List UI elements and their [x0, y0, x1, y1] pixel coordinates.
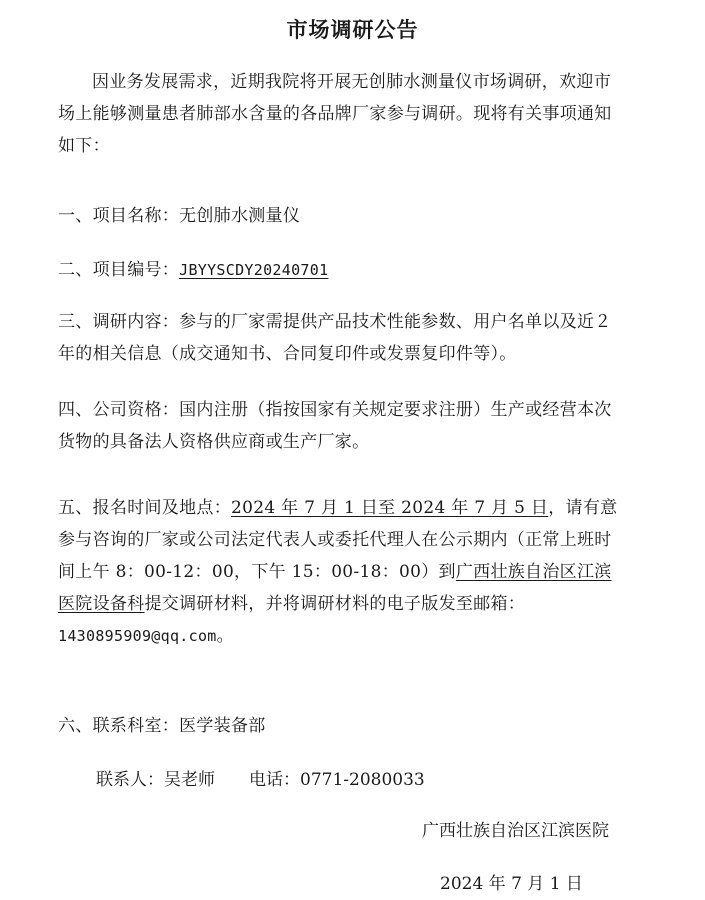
signature-date: 2024 年 7 月 1 日 [440, 874, 583, 894]
registration-email: 1430895909@qq.com [58, 627, 217, 645]
registration-place: 广西壮族自治区江滨医院设备科 [58, 562, 612, 614]
project-name-value: 无创肺水测量仪 [179, 206, 301, 226]
registration-time: 2024 年 7 月 1 日至 2024 年 7 月 5 日 [231, 498, 549, 518]
signature-hospital: 广西壮族自治区江滨医院 [422, 821, 609, 841]
registration-label: 五、报名时间及地点： [58, 498, 231, 518]
registration-text-1: ，请有意参与咨询的厂家或公司法定代表人或委托代理人在公示期内（正常上班时间上午 8：00-12：00，下午 15：00-18：00）到 [58, 498, 618, 582]
registration-end: 。 [216, 626, 234, 646]
page-title: 市场调研公告 [286, 17, 419, 42]
contact-department-line: 六、联系科室：医学装备部 [58, 716, 266, 736]
project-name-label: 一、项目名称： [58, 206, 180, 226]
project-name-line [58, 200, 618, 232]
contact-person-line: 联系人：吴老师 电话：0771-2080033 [96, 770, 425, 790]
research-content-paragraph: 三、调研内容：参与的厂家需提供产品技术性能参数、用户名单以及近２年的相关信息（成交通知书、合同复印件或发票复印件等）。 [58, 312, 612, 364]
company-qualification-paragraph: 四、公司资格：国内注册（指按国家有关规定要求注册）生产或经营本次货物的具备法人资格供应商或生产厂家。 [58, 400, 612, 452]
project-number-label: 二、项目编号： [58, 260, 180, 280]
project-number-line [58, 254, 618, 286]
registration-paragraph [58, 492, 618, 652]
registration-text-2: 提交调研材料，并将调研材料的电子版发至邮箱： [144, 594, 526, 614]
intro-paragraph: 因业务发展需求，近期我院将开展无创肺水测量仪市场调研，欢迎市场上能够测量患者肺部水含量的各品牌厂家参与调研。现将有关事项通知如下： [58, 72, 612, 156]
project-number-value: JBYYSCDY20240701 [179, 261, 329, 279]
